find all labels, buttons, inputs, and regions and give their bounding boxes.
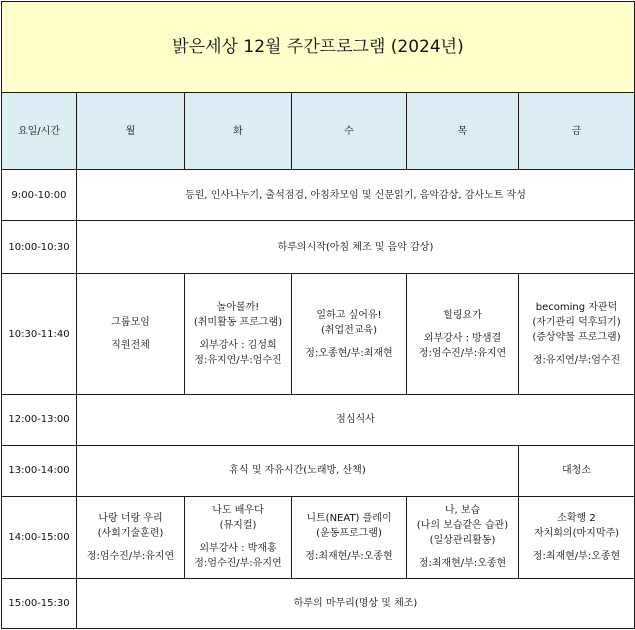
program-staff: 정:유지연/부:엄수진	[194, 355, 282, 366]
program-subtitle: (취미활동 프로그램)	[193, 317, 283, 328]
header-day-thu: 목	[407, 93, 519, 170]
program-instructor: 외부강사 : 박재홍	[199, 543, 277, 555]
header-day-fri: 금	[519, 93, 635, 170]
schedule-row	[2, 578, 635, 628]
program-staff: 정:엄수진/부:유지연	[194, 558, 282, 570]
time-cell: 10:30-11:40	[2, 274, 77, 394]
program-title: 나, 보습	[444, 505, 481, 517]
activity-cell-fri: 대청소	[519, 445, 635, 496]
program-staff: 정:최재현/부:오종현	[305, 550, 393, 562]
header-day-mon: 월	[77, 93, 185, 170]
program-instructor: 외부강사 : 방샘결	[423, 332, 502, 344]
time-cell: 13:00-14:00	[2, 445, 77, 496]
program-title: 소확행 2	[557, 512, 596, 524]
time-cell: 10:00-10:30	[2, 221, 77, 274]
program-staff: 정:엄수진/부:유지연	[418, 347, 507, 359]
activity-cell-tue	[185, 496, 292, 578]
time-cell: 14:00-15:00	[2, 496, 77, 578]
program-title: 니트(NEAT) 플레이	[306, 512, 392, 524]
activity-cell: 하루의시작(아침 체조 및 음악 감상)	[77, 221, 635, 274]
activity-cell-tue	[185, 274, 292, 394]
time-cell: 15:00-15:30	[2, 578, 77, 628]
program-title: 나도 배우다	[212, 505, 264, 517]
program-subtitle: (자기관리 덕후되기)	[532, 317, 621, 328]
schedule-row	[2, 394, 635, 445]
program-subtitle: (나의 보습같은 습관)	[416, 520, 509, 532]
schedule-row	[2, 170, 635, 221]
program-staff: 정:엄수진/부:유지연	[86, 550, 175, 562]
program-subtitle-2: (일상관리활동)	[429, 535, 496, 547]
title-row	[2, 2, 635, 93]
activity-cell-wed	[292, 274, 407, 394]
header-day-wed: 수	[292, 93, 407, 170]
activity-cell-thu	[407, 496, 519, 578]
schedule-row	[2, 445, 635, 496]
schedule-row	[2, 221, 635, 274]
activity-cell: 점심식사	[77, 394, 635, 445]
activity-cell-mon	[77, 274, 185, 394]
schedule-table	[1, 1, 635, 629]
time-cell: 9:00-10:00	[2, 170, 77, 221]
program-staff: 정:유지연/부:엄수진	[532, 355, 621, 366]
program-subtitle: (뮤지컬)	[219, 520, 257, 532]
page-title: 밝은세상 12월 주간프로그램 (2024년)	[2, 2, 635, 93]
program-subtitle-2: (증상약물 프로그램)	[532, 332, 621, 343]
schedule-row	[2, 274, 635, 394]
program-staff: 정:최재현/부:오종현	[418, 558, 507, 570]
activity-cell-fri	[519, 496, 635, 578]
program-title: 힐링요가	[443, 309, 482, 321]
program-subtitle: (사회기술훈련)	[97, 527, 164, 539]
program-subtitle: (취업전교육)	[320, 324, 378, 336]
program-title: 일하고 싶어유!	[316, 309, 382, 321]
schedule-row	[2, 496, 635, 578]
activity-cell: 등원, 인사나누기, 출석점검, 아침차모임 및 신문읽기, 음악감상, 감사노트 작성	[77, 170, 635, 221]
program-title: 그룹모임	[111, 317, 150, 328]
program-staff: 직원전체	[111, 340, 150, 351]
program-title: 나랑 너랑 우리	[98, 512, 163, 524]
header-day-tue: 화	[185, 93, 292, 170]
program-staff: 정:최재현/부:오종현	[532, 550, 621, 562]
program-subtitle: 자치회의(마지막주)	[533, 527, 620, 539]
time-cell: 12:00-13:00	[2, 394, 77, 445]
program-subtitle: (운동프로그램)	[316, 527, 382, 539]
activity-cell-thu	[407, 274, 519, 394]
activity-cell-mon	[77, 496, 185, 578]
header-row	[2, 93, 635, 170]
activity-cell-wed	[292, 496, 407, 578]
program-title: 놀아볼까!	[216, 302, 260, 313]
activity-cell: 휴식 및 자유시간(노래방, 산책)	[77, 445, 519, 496]
activity-cell-fri	[519, 274, 635, 394]
program-instructor: 외부강사 : 김성희	[199, 340, 277, 351]
activity-cell: 하루의 마무리(명상 및 체조)	[77, 578, 635, 628]
program-staff: 정:오종현/부:최재현	[305, 347, 393, 359]
header-time-label: 요일/시간	[2, 93, 77, 170]
program-title: becoming 자관덕	[535, 302, 618, 313]
